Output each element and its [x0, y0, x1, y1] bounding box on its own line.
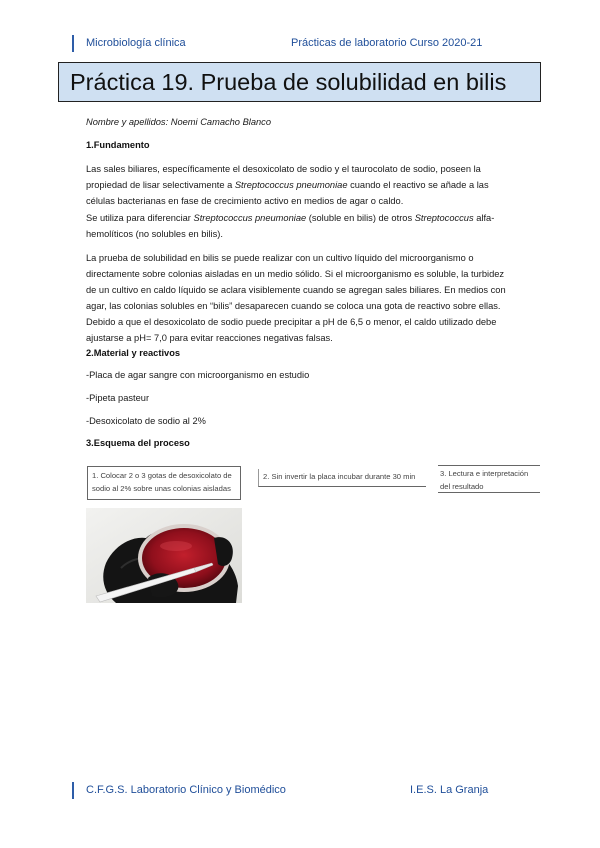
material-item: -Placa de agar sangre con microorganismo en estudio: [86, 370, 310, 380]
page-title: Práctica 19. Prueba de solubilidad en bilis: [70, 69, 507, 95]
material-item: -Pipeta pasteur: [86, 393, 150, 403]
section-heading-esquema: 3.Esquema del proceso: [86, 438, 190, 448]
footer-program: C.F.G.S. Laboratorio Clínico y Biomédico: [86, 784, 286, 796]
blood-agar-plate-photo: [86, 508, 242, 603]
process-step-1: 1. Colocar 2 o 3 gotas de desoxicolato de sodio al 2% sobre unas colonias aisladas: [87, 466, 241, 500]
material-item: -Desoxicolato de sodio al 2%: [86, 416, 206, 426]
section-heading-fundamento: 1.Fundamento: [86, 140, 150, 150]
footer-accent-bar: [72, 782, 74, 799]
paragraph-fundamento-3: La prueba de solubilidad en bilis se puede realizar con un cultivo líquido del microorganismo o directamente sobre colonias aisladas en un medio sólido. Si el microorganismo es soluble, la turbidez de un cultivo en caldo líquido se aclara visiblemente cuando se agregan sales biliares. En medios con agar, las colonias solubles en “bilis” desaparecen cuando se coloca una gota de reactivo sobre ellas. Debido a que el desoxicolato de sodio puede precipitar a pH de 6,5 o menor, el caldo utilizado debe ajustarse a pH= 7,0 para evitar reacciones negativas falsas.: [86, 253, 506, 343]
section-heading-material: 2.Material y reactivos: [86, 348, 181, 358]
header-accent-bar: [72, 35, 74, 52]
header-subject: Microbiología clínica: [86, 37, 186, 49]
footer-school: I.E.S. La Granja: [410, 784, 489, 796]
title-box: [58, 62, 541, 102]
process-step-3: 3. Lectura e interpretación del resultado: [438, 465, 540, 493]
paragraph-fundamento-2: Se utiliza para diferenciar Streptococcus pneumoniae (soluble en bilis) de otros Streptococcus alfa-hemolíticos (no solubles en bilis).: [86, 213, 495, 239]
header-course: Prácticas de laboratorio Curso 2020-21: [291, 37, 483, 49]
author-line: Nombre y apellidos: Noemi Camacho Blanco: [86, 117, 271, 127]
paragraph-fundamento-1: Las sales biliares, específicamente el desoxicolato de sodio y el taurocolato de sodio, poseen la propiedad de lisar selectivamente a Streptococcus pneumoniae cuando el reactivo se añade a las células bacterianas en fase de crecimiento activo en medios de agar o caldo.: [86, 164, 489, 206]
process-step-2: 2. Sin invertir la placa incubar durante 30 min: [258, 469, 426, 487]
